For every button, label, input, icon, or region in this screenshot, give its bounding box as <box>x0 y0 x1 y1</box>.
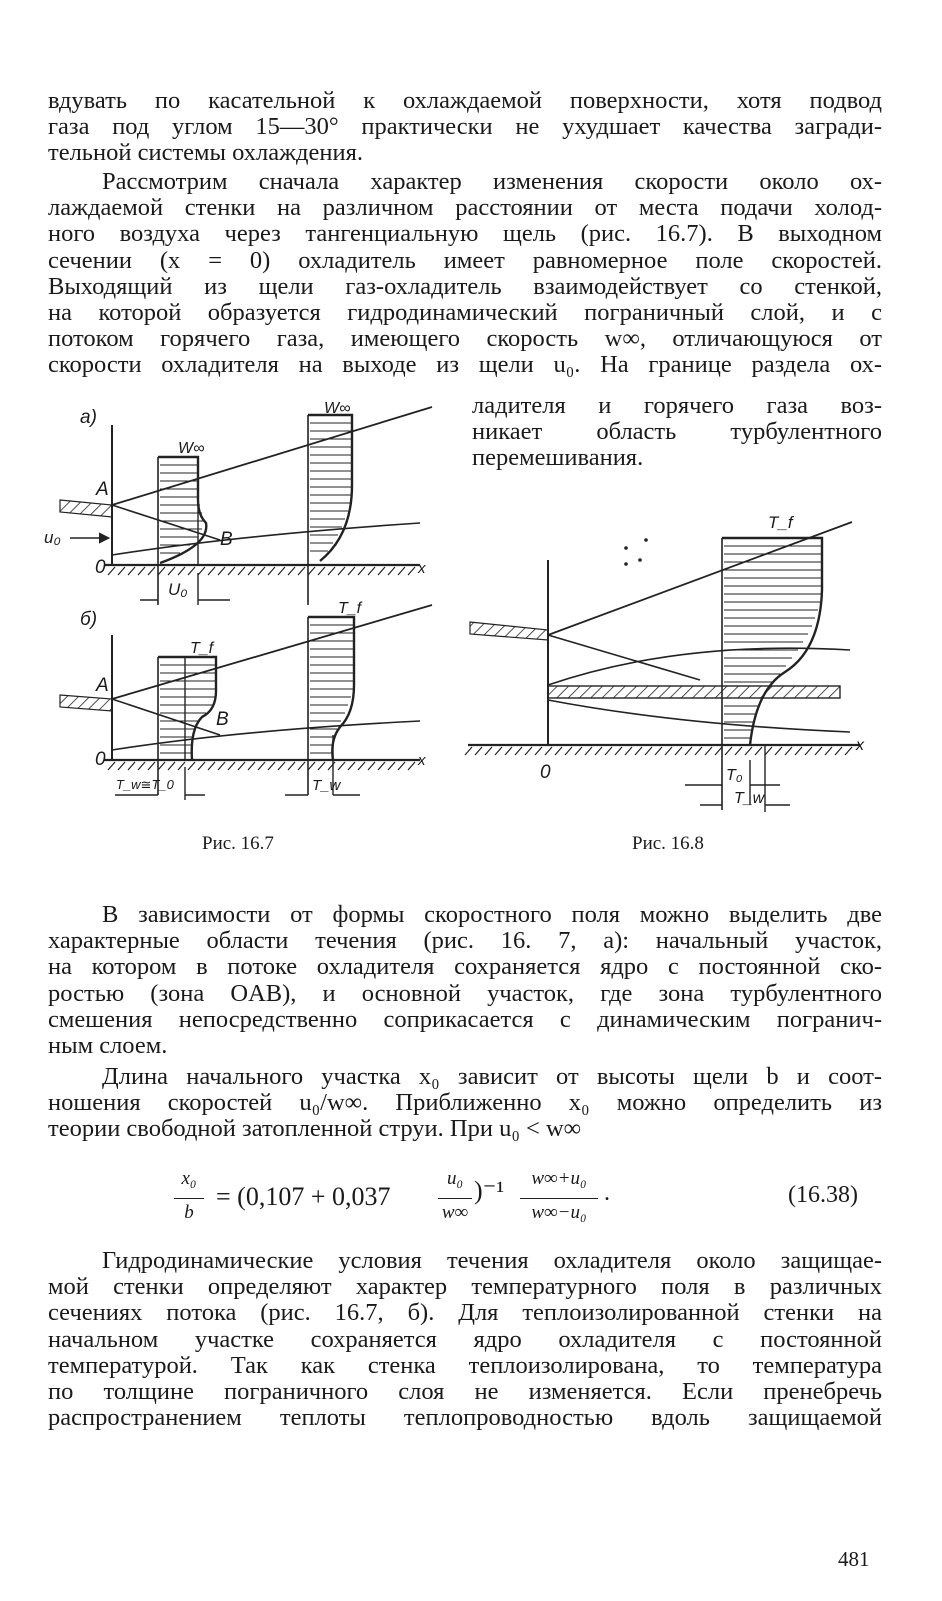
paragraph-velocity <box>48 169 882 379</box>
text-line: температурой. Так как стенка теплоизолирована, то температура <box>48 1351 882 1379</box>
u0-inlet-label: u₀ <box>44 528 61 547</box>
tf-label: T_f <box>338 600 362 617</box>
paragraph-temperature <box>48 1248 882 1431</box>
fraction-bar <box>174 1198 204 1199</box>
origin-label: 0 <box>95 557 106 578</box>
origin-label: 0 <box>540 762 551 783</box>
text-line: Длина начального участка x₀ зависит от высоты щели b и соот- <box>102 1063 882 1090</box>
text-line: ного воздуха через тангенциальную щель (рис. 16.7). В выходном <box>48 220 882 248</box>
paragraph-initial-length <box>48 1064 882 1143</box>
text-line: мой стенки определяют характер температурного поля в различных <box>48 1273 882 1301</box>
x-axis-label: x <box>418 560 426 577</box>
text-line: на которой образуется гидродинамический пограничный слой, и с <box>48 299 882 327</box>
tw-dimension-label: T_w <box>734 790 765 807</box>
text-line: теории свободной затопленной струи. При u₀ < w∞ <box>48 1115 582 1143</box>
text-line: В зависимости от формы скоростного поля можно выделить две <box>102 901 882 928</box>
equation-16-38 <box>170 1168 882 1238</box>
paragraph-flow-regions <box>48 902 882 1059</box>
point-b-label: B <box>220 529 233 550</box>
tw-dimension-label: T_w <box>312 777 341 794</box>
figure-16-8 <box>460 500 890 820</box>
equation-number: (16.38) <box>788 1182 858 1208</box>
fraction-bar <box>520 1198 598 1199</box>
text-line: Рассмотрим сначала характер изменения скорости около ох- <box>102 168 882 195</box>
tf-label: T_f <box>190 640 214 657</box>
equation-lhs-numerator: x₀ <box>181 1168 197 1189</box>
tw-approx-t0-label: T_w≅T_0 <box>116 777 174 792</box>
text-line: тельной системы охлаждения. <box>48 139 363 167</box>
equation-mid-denominator: w∞ <box>441 1202 469 1223</box>
text-line: по толщине пограничного слоя не изменяется. Если пренебречь <box>48 1378 882 1406</box>
u0-dimension-label: U₀ <box>168 580 188 599</box>
equation-rhs-denominator: w∞−u₀ <box>531 1202 587 1223</box>
point-b-label: B <box>216 709 229 730</box>
equation-exponent: )⁻¹ <box>474 1176 505 1205</box>
x-axis-label: x <box>418 752 426 769</box>
text-line: смешения непосредственно соприкасается с динамическим погранич- <box>48 1005 882 1033</box>
figure-16-7-caption: Рис. 16.7 <box>202 833 274 854</box>
text-line: лаждаемой стенки на различном расстоянии от места подачи холод- <box>48 194 882 222</box>
text-line: сечениях потока (рис. 16.7, б). Для теплоизолированной стенки на <box>48 1299 882 1327</box>
panel-b-label: б) <box>80 609 98 630</box>
panel-a-label: а) <box>80 407 97 428</box>
text-line: характерные области течения (рис. 16. 7, а): начальный участок, <box>48 927 882 955</box>
figure-16-8-caption: Рис. 16.8 <box>632 833 704 854</box>
origin-label: 0 <box>95 749 106 770</box>
text-line: вдувать по касательной к охлаждаемой поверхности, хотя подвод <box>48 87 882 114</box>
text-line: сечении (x = 0) охладитель имеет равномерное поле скоростей. <box>48 246 882 274</box>
text-line: на котором в потоке охладителя сохраняется ядро с постоянной ско- <box>48 953 882 981</box>
x-axis-label: x <box>856 737 864 754</box>
text-line: ладителя и горячего газа воз- <box>472 392 882 419</box>
page-number: 481 <box>838 1547 870 1571</box>
text-line: Выходящий из щели газ-охладитель взаимодействует со стенкой, <box>48 272 882 300</box>
paragraph-intro <box>48 88 882 167</box>
text-line: ным слоем. <box>48 1032 168 1060</box>
fraction-bar <box>438 1198 472 1199</box>
text-line: перемешивания. <box>472 444 644 472</box>
text-line: скорости охладителя на выходе из щели u₀. На границе раздела ох- <box>48 351 882 379</box>
text-line: начальном участке сохраняется ядро охладителя с постоянной <box>48 1325 882 1353</box>
w-inf-label: W∞ <box>178 440 205 457</box>
point-a-label: A <box>96 675 109 696</box>
text-line: газа под углом 15—30° практически не ухудшает качества загради- <box>48 113 882 141</box>
equation-lhs-denominator: b <box>184 1202 194 1223</box>
w-inf-label: W∞ <box>324 400 351 417</box>
tf-label: T_f <box>768 513 793 532</box>
equation-rhs-numerator: w∞+u₀ <box>531 1168 587 1189</box>
point-a-label: A <box>96 479 109 500</box>
equation-mid-numerator: u₀ <box>446 1168 464 1189</box>
text-line: никает область турбулентного <box>472 418 882 446</box>
paragraph-velocity-wrap <box>472 393 882 472</box>
t0-dimension-label: T₀ <box>726 767 743 784</box>
text-line: Гидродинамические условия течения охладителя около защищае- <box>102 1247 882 1274</box>
equation-period: . <box>604 1180 610 1206</box>
figure-16-7 <box>40 395 450 825</box>
text-line: потоком горячего газа, имеющего скорость w∞, отличающуюся от <box>48 325 882 353</box>
text-line: ношения скоростей u₀/w∞. Приближенно x₀ можно определить из <box>48 1089 882 1117</box>
text-line: ростью (зона OAB), и основной участок, где зона турбулентного <box>48 979 882 1007</box>
text-line: распространением теплоты теплопроводностью вдоль защищаемой <box>48 1404 882 1432</box>
equation-body: = (0,107 + 0,037 <box>216 1182 391 1211</box>
